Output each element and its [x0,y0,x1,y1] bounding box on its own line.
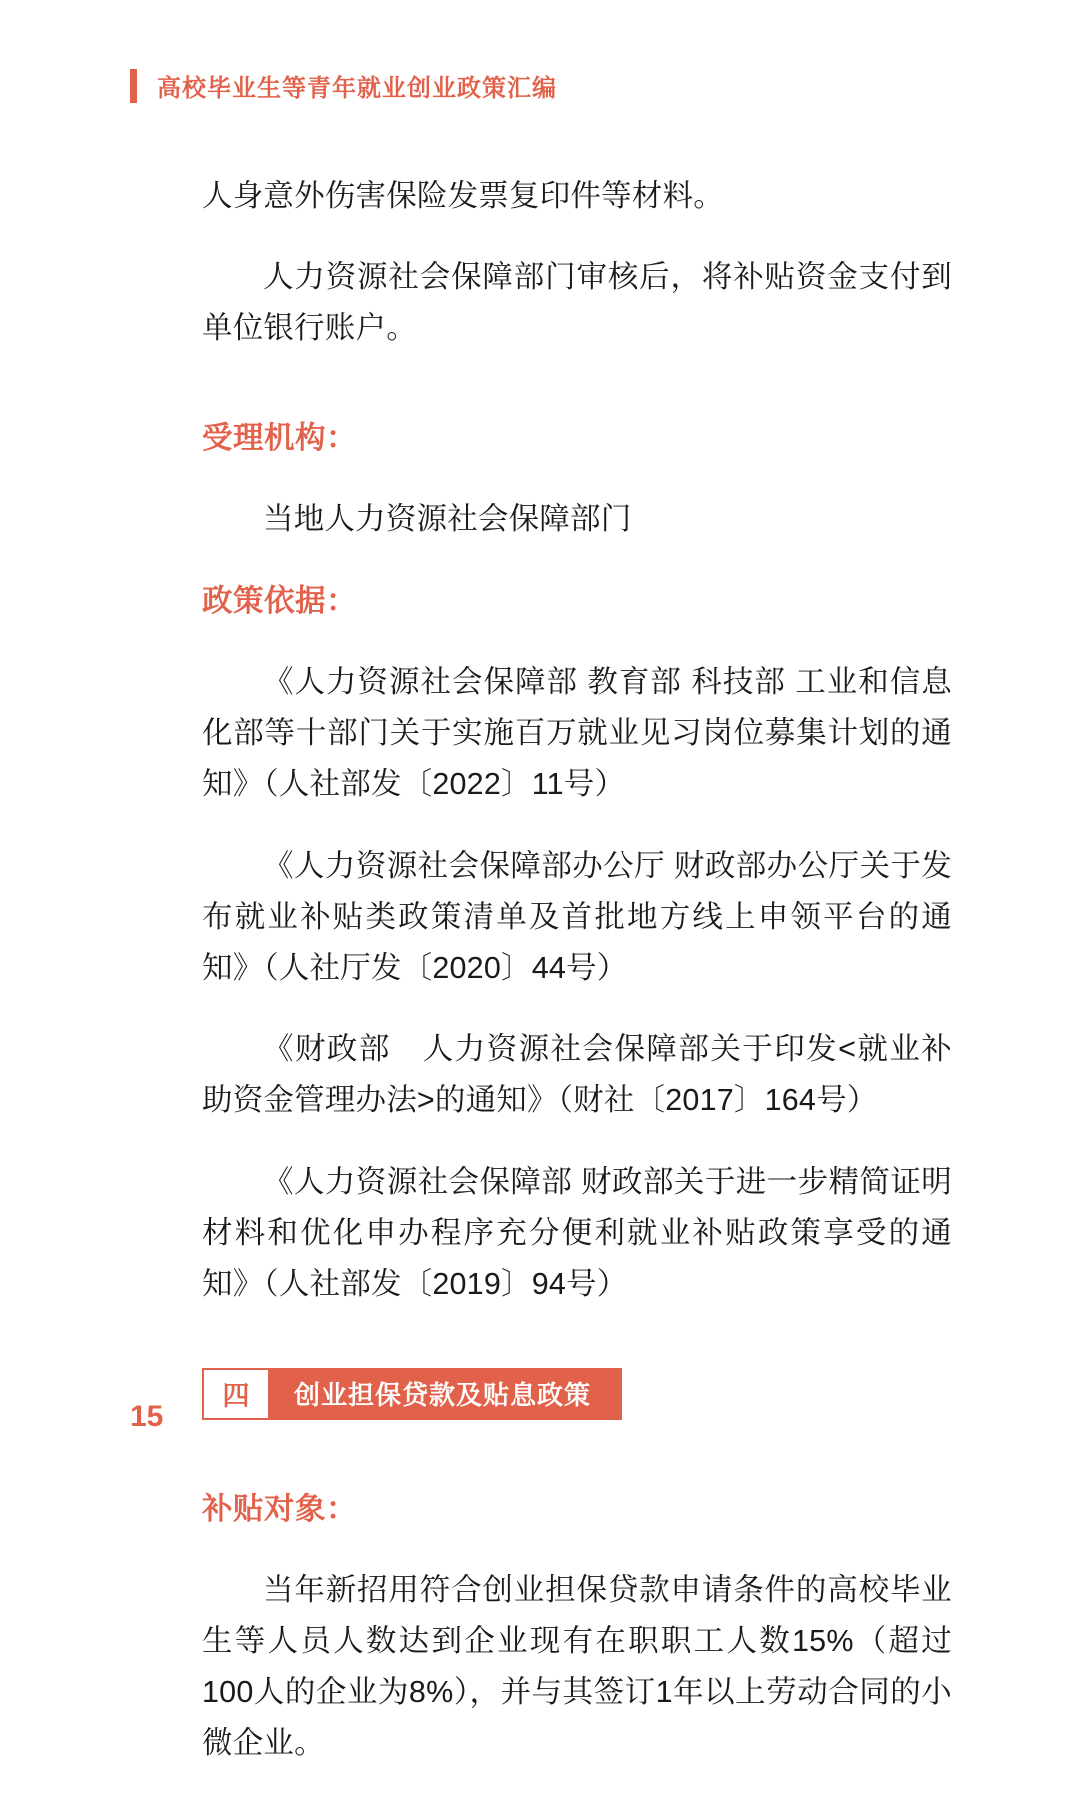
chapter-number: 四 [202,1368,270,1420]
chapter-label: 创业担保贷款及贴息政策 [270,1368,622,1420]
spacer [202,1430,952,1466]
chapter-banner [202,1368,622,1420]
subsidy-target-text: 当年新招用符合创业担保贷款申请条件的高校毕业生等人员人数达到企业现有在职职工人数15%（超过100人的企业为8%），并与其签订1年以上劳动合同的小微企业。 [202,1573,952,1760]
policy-basis-item-1: 《人力资源社会保障部 教育部 科技部 工业和信息化部等十部门关于实施百万就业见习岗位募集计划的通知》（人社部发〔2022〕11号） [202,665,952,801]
document-content [202,140,952,1800]
spacer [202,385,952,395]
header-title: 高校毕业生等青年就业创业政策汇编 [157,75,557,102]
accepting-agency-text: 当地人力资源社会保障部门 [263,502,632,536]
header-accent-bar [130,69,137,103]
page-header [130,68,557,103]
policy-basis-heading: 政策依据： [202,583,357,618]
paragraph-2: 人力资源社会保障部门审核后，将补贴资金支付到单位银行账户。 [202,260,952,345]
policy-basis-item-4: 《人力资源社会保障部 财政部关于进一步精简证明材料和优化申办程序充分便利就业补贴政策享受的通知》（人社部发〔2019〕94号） [202,1164,952,1301]
policy-basis-item-3: 《财政部 人力资源社会保障部关于印发<就业补助资金管理办法>的通知》（财社〔2017〕164号） [202,1032,952,1117]
paragraph-1: 人身意外伤害保险发票复印件等材料。 [202,178,724,213]
subsidy-target-heading: 补贴对象： [202,1491,357,1526]
policy-basis-item-2: 《人力资源社会保障部办公厅 财政部办公厅关于发布就业补贴类政策清单及首批地方线上申领平台的通知》（人社厅发〔2020〕44号） [202,848,952,985]
accepting-agency-heading: 受理机构： [202,420,357,455]
page-number: 15 [130,1400,164,1433]
